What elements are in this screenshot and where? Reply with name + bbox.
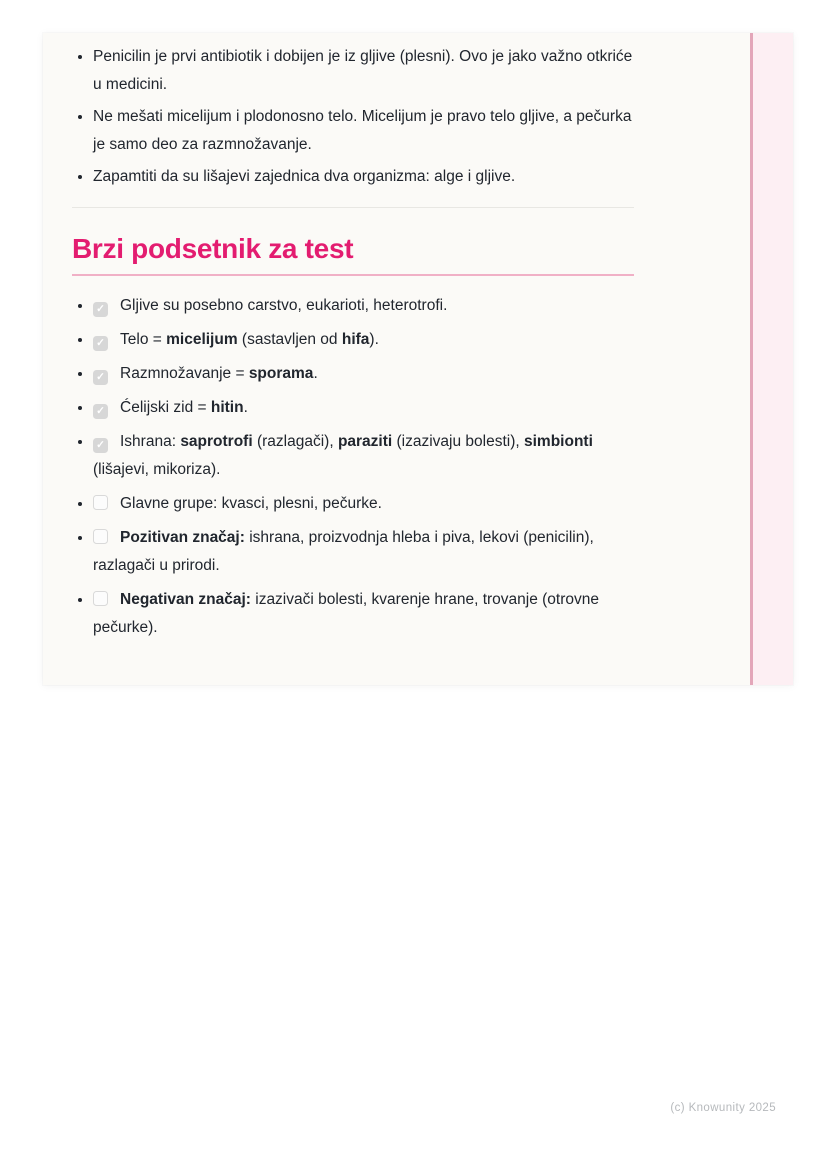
checklist-item-text: Telo = micelijum (sastavljen od hifa).: [120, 331, 379, 348]
checklist-item: [93, 326, 634, 354]
checklist-item: [93, 428, 634, 484]
checkbox-icon: [93, 591, 108, 606]
section-divider: [72, 207, 634, 208]
checklist-item: [93, 292, 634, 320]
note-item: • Ne mešati micelijum i plodonosno telo. Micelijum je pravo telo gljive, a pečurka je samo deo za razmnožavanje.: [93, 103, 634, 159]
note-item: • Penicilin je prvi antibiotik i dobijen je iz gljive (plesni). Ovo je jako važno otkriće u medicini.: [93, 43, 634, 99]
checklist-item-text: Ishrana: saprotrofi (razlagači), paraziti (izazivaju bolesti), simbionti (lišajevi, mikoriza).: [93, 433, 593, 478]
page-accent-strip: [750, 33, 793, 685]
checklist-item: [93, 360, 634, 388]
checkbox-icon: [93, 529, 108, 544]
page-content: [72, 33, 634, 648]
copyright-notice: (c) Knowunity 2025: [670, 1102, 776, 1114]
section-title: Brzi podsetnik za test: [72, 233, 354, 264]
checkbox-icon: [93, 404, 108, 419]
checkbox-icon: [93, 302, 108, 317]
checklist-item-text: Gljive su posebno carstvo, eukarioti, heterotrofi.: [120, 297, 448, 314]
note-item: • Zapamtiti da su lišajevi zajednica dva organizma: alge i gljive.: [93, 163, 634, 191]
checklist-item-text: Razmnožavanje = sporama.: [120, 365, 318, 382]
checklist-item-text: Pozitivan značaj: ishrana, proizvodnja hleba i piva, lekovi (penicilin), razlagači u prirodi.: [93, 529, 594, 574]
checklist-item-text: Negativan značaj: izazivači bolesti, kvarenje hrane, trovanje (otrovne pečurke).: [93, 591, 599, 636]
checklist-item: [93, 490, 634, 518]
checklist-item-text: Ćelijski zid = hitin.: [120, 399, 248, 416]
checklist: [72, 292, 634, 642]
checkbox-icon: [93, 336, 108, 351]
checklist-item-text: Glavne grupe: kvasci, plesni, pečurke.: [120, 495, 382, 512]
checklist-item: [93, 394, 634, 422]
section-title-underline: [72, 274, 634, 276]
note-page-card: [43, 33, 793, 685]
checklist-item: [93, 524, 634, 580]
checkbox-icon: [93, 495, 108, 510]
checklist-item: [93, 586, 634, 642]
checkbox-icon: [93, 438, 108, 453]
checkbox-icon: [93, 370, 108, 385]
notes-list: [72, 43, 634, 191]
